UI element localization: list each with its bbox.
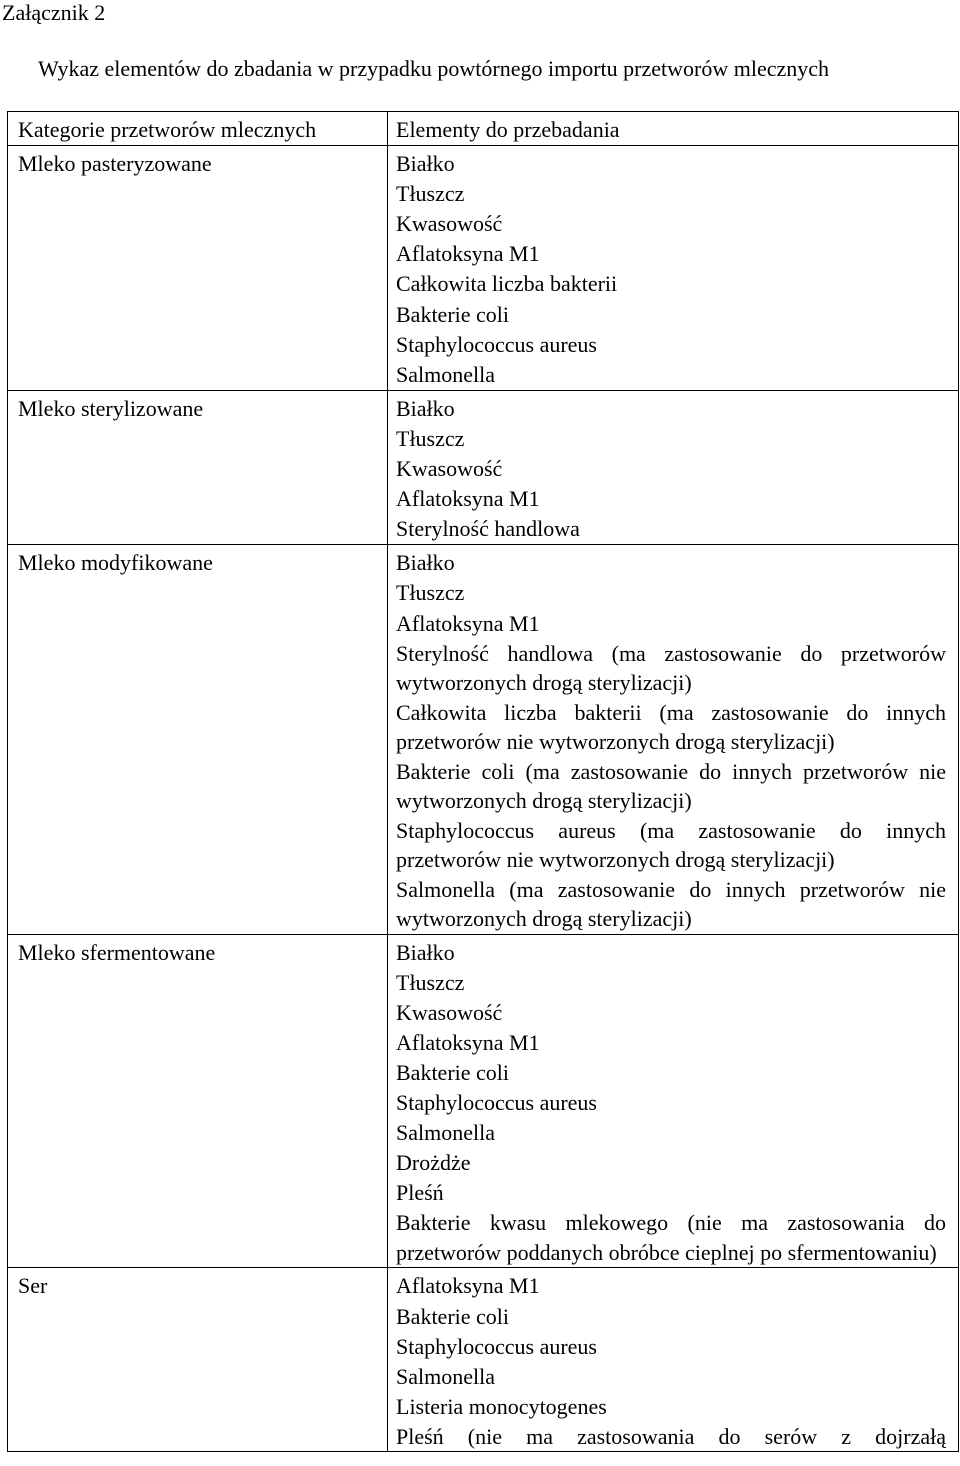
element-item: Pleśń	[396, 1180, 444, 1206]
elements-cell	[388, 1268, 959, 1452]
element-item: Tłuszcz	[396, 580, 465, 606]
element-item: Aflatoksyna M1	[396, 241, 540, 267]
element-item: Tłuszcz	[396, 425, 465, 451]
element-item: Całkowita liczba bakterii (ma zastosowanie do innych przetworów nie wytworzonych drogą sterylizacji)	[396, 699, 946, 755]
element-item: Staphylococcus aureus	[396, 1090, 597, 1116]
element-item: Białko	[396, 939, 455, 965]
element-item: Staphylococcus aureus (ma zastosowanie do innych przetworów nie wytworzonych drogą sterylizacji)	[396, 817, 946, 873]
category-cell	[8, 390, 388, 544]
category-cell	[8, 934, 388, 1268]
element-item: Sterylność handlowa (ma zastosowanie do przetworów wytworzonych drogą sterylizacji)	[396, 640, 946, 696]
category-label: Mleko sterylizowane	[18, 395, 204, 421]
table-row-sterilized-milk	[8, 390, 959, 544]
element-item: Białko	[396, 151, 455, 177]
element-item: Aflatoksyna M1	[396, 1273, 540, 1299]
document-title: Wykaz elementów do zbadania w przypadku powtórnego importu przetworów mlecznych	[38, 56, 830, 81]
elements-cell	[388, 146, 959, 391]
element-item: Salmonella	[396, 1363, 495, 1389]
element-item: Salmonella	[396, 1120, 495, 1146]
elements-cell	[388, 390, 959, 544]
element-item: Białko	[396, 550, 455, 576]
element-item: Kwasowość	[396, 999, 503, 1025]
element-item: Całkowita liczba bakterii	[396, 271, 618, 297]
element-item: Aflatoksyna M1	[396, 1029, 540, 1055]
element-item: Kwasowość	[396, 211, 503, 237]
annex-label: Załącznik 2	[2, 0, 106, 25]
category-label: Mleko modyfikowane	[18, 550, 213, 576]
header-elements-label: Elementy do przebadania	[396, 117, 620, 142]
element-item: Kwasowość	[396, 456, 503, 482]
element-item: Staphylococcus aureus	[396, 331, 597, 357]
table-row-pasteurized-milk	[8, 146, 959, 391]
table-row-modified-milk	[8, 545, 959, 934]
element-item: Bakterie coli (ma zastosowanie do innych przetworów nie wytworzonych drogą sterylizacji)	[396, 758, 946, 814]
element-item: Bakterie coli	[396, 301, 510, 327]
element-item: Aflatoksyna M1	[396, 486, 540, 512]
category-cell	[8, 1268, 388, 1452]
category-cell	[8, 146, 388, 391]
header-category-cell	[8, 112, 388, 146]
element-item: Aflatoksyna M1	[396, 610, 540, 636]
element-item: Bakterie coli	[396, 1303, 510, 1329]
element-item: Tłuszcz	[396, 969, 465, 995]
element-item: Sterylność handlowa	[396, 516, 580, 542]
element-item: Drożdże	[396, 1150, 471, 1176]
header-elements-cell	[388, 112, 959, 146]
element-item: Listeria monocytogenes	[396, 1393, 607, 1419]
element-item: Salmonella (ma zastosowanie do innych przetworów nie wytworzonych drogą sterylizacji)	[396, 876, 946, 932]
elements-cell	[388, 934, 959, 1268]
element-item: Pleśń (nie ma zastosowania do serów z dojrzałą	[396, 1423, 946, 1449]
elements-table	[7, 111, 959, 1452]
category-label: Mleko pasteryzowane	[18, 151, 212, 177]
category-label: Mleko sfermentowane	[18, 939, 216, 965]
element-item: Tłuszcz	[396, 181, 465, 207]
element-item: Salmonella	[396, 361, 495, 387]
category-label: Ser	[18, 1273, 48, 1299]
element-item: Białko	[396, 395, 455, 421]
table-row-fermented-milk	[8, 934, 959, 1268]
element-item: Bakterie kwasu mlekowego (nie ma zastosowania do przetworów poddanych obróbce cieplnej po sfermentowaniu)	[396, 1210, 946, 1265]
header-category-label: Kategorie przetworów mlecznych	[18, 117, 317, 142]
category-cell	[8, 545, 388, 934]
table-row-cheese	[8, 1268, 959, 1452]
element-item: Staphylococcus aureus	[396, 1333, 597, 1359]
table-header-row	[8, 112, 959, 146]
elements-cell	[388, 545, 959, 934]
element-item: Bakterie coli	[396, 1059, 510, 1085]
